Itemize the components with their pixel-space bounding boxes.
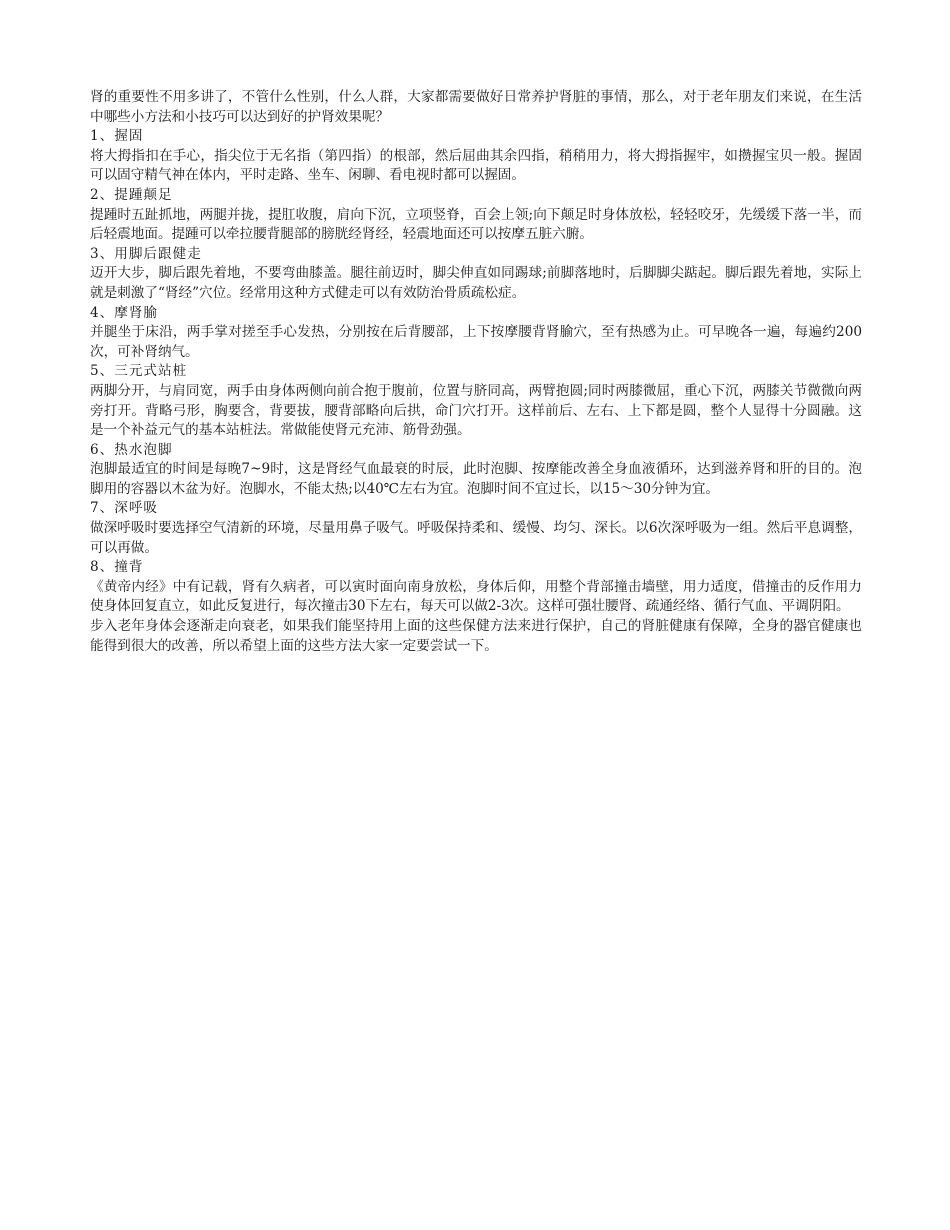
section-7 <box>90 499 862 558</box>
section-paragraph: 《黄帝内经》中有记载，肾有久病者，可以寅时面向南身放松，身体后仰，用整个背部撞击墙壁，用力适度，借撞击的反作用力使身体回复直立，如此反复进行，每次撞击30下左右，每天可以做2-3次。这样可强壮腰肾、疏通经络、循行气血、平调阴阳。 <box>90 578 862 615</box>
section-paragraph: 提踵时五趾抓地，两腿并拢，提肛收腹，肩向下沉，立项竖脊，百会上领;向下颠足时身体放松，轻轻咬牙，先缓缓下落一半，而后轻震地面。提踵可以牵拉腰背腿部的膀胱经肾经，轻震地面还可以按摩五脏六腑。 <box>90 206 862 243</box>
intro-paragraph: 肾的重要性不用多讲了，不管什么性别，什么人群，大家都需要做好日常养护肾脏的事情，那么，对于老年朋友们来说，在生活中哪些小方法和小技巧可以达到好的护肾效果呢？ <box>90 89 862 125</box>
section-heading: 5、三元式站桩 <box>90 363 188 380</box>
article-body <box>90 88 862 656</box>
section-paragraph: 泡脚最适宜的时间是每晚7~9时，这是肾经气血最衰的时辰，此时泡脚、按摩能改善全身血液循环，达到滋养肾和肝的目的。泡脚用的容器以木盆为好。泡脚水，不能太热;以40℃左右为宜。泡脚时间不宜过长，以15～30分钟为宜。 <box>90 461 862 497</box>
section-8 <box>90 558 862 617</box>
section-paragraph: 并腿坐于床沿，两手掌对搓至手心发热，分别按在后背腰部，上下按摩腰背肾腧穴，至有热感为止。可早晚各一遍，每遍约200次，可补肾纳气。 <box>90 324 862 360</box>
section-heading: 2、提踵颠足 <box>90 186 173 203</box>
section-heading: 7、深呼吸 <box>90 500 159 517</box>
section-heading: 8、撞背 <box>90 559 144 576</box>
section-3 <box>90 245 862 304</box>
section-5 <box>90 362 862 440</box>
conclusion-paragraph: 步入老年身体会逐渐走向衰老，如果我们能坚持用上面的这些保健方法来进行保护，自己的肾脏健康有保障，全身的器官健康也能得到很大的改善，所以希望上面的这些方法大家一定要尝试一下。 <box>90 618 862 654</box>
section-1 <box>90 127 862 186</box>
section-heading: 6、热水泡脚 <box>90 441 173 458</box>
section-paragraph: 迈开大步，脚后跟先着地，不要弯曲膝盖。腿往前迈时，脚尖伸直如同踢球;前脚落地时，后脚脚尖踮起。脚后跟先着地，实际上就是刺激了“肾经”穴位。经常用这种方式健走可以有效防治骨质疏松症。 <box>90 265 862 301</box>
section-6 <box>90 441 862 500</box>
section-heading: 4、摩肾腧 <box>90 304 159 321</box>
section-paragraph: 做深呼吸时要选择空气清新的环境，尽量用鼻子吸气。呼吸保持柔和、缓慢、均匀、深长。以6次深呼吸为一组。然后平息调整，可以再做。 <box>90 520 862 556</box>
section-heading: 1、握固 <box>90 128 144 145</box>
section-heading: 3、用脚后跟健走 <box>90 245 202 262</box>
section-4 <box>90 304 862 363</box>
section-paragraph: 将大拇指扣在手心，指尖位于无名指（第四指）的根部，然后屈曲其余四指，稍稍用力，将大拇指握牢，如攒握宝贝一般。握固可以固守精气神在体内，平时走路、坐车、闲聊、看电视时都可以握固。 <box>90 147 862 184</box>
section-2 <box>90 186 862 245</box>
section-paragraph: 两脚分开，与肩同宽，两手由身体两侧向前合抱于腹前，位置与脐同高，两臂抱圆;同时两膝微屈，重心下沉，两膝关节微微向两旁打开。背略弓形，胸要含，背要拔，腰背部略向后拱，命门穴打开。这样前后、左右、上下都是圆，整个人显得十分圆融。这是一个补益元气的基本站桩法。常做能使肾元充沛、筋骨劲强。 <box>90 382 862 439</box>
